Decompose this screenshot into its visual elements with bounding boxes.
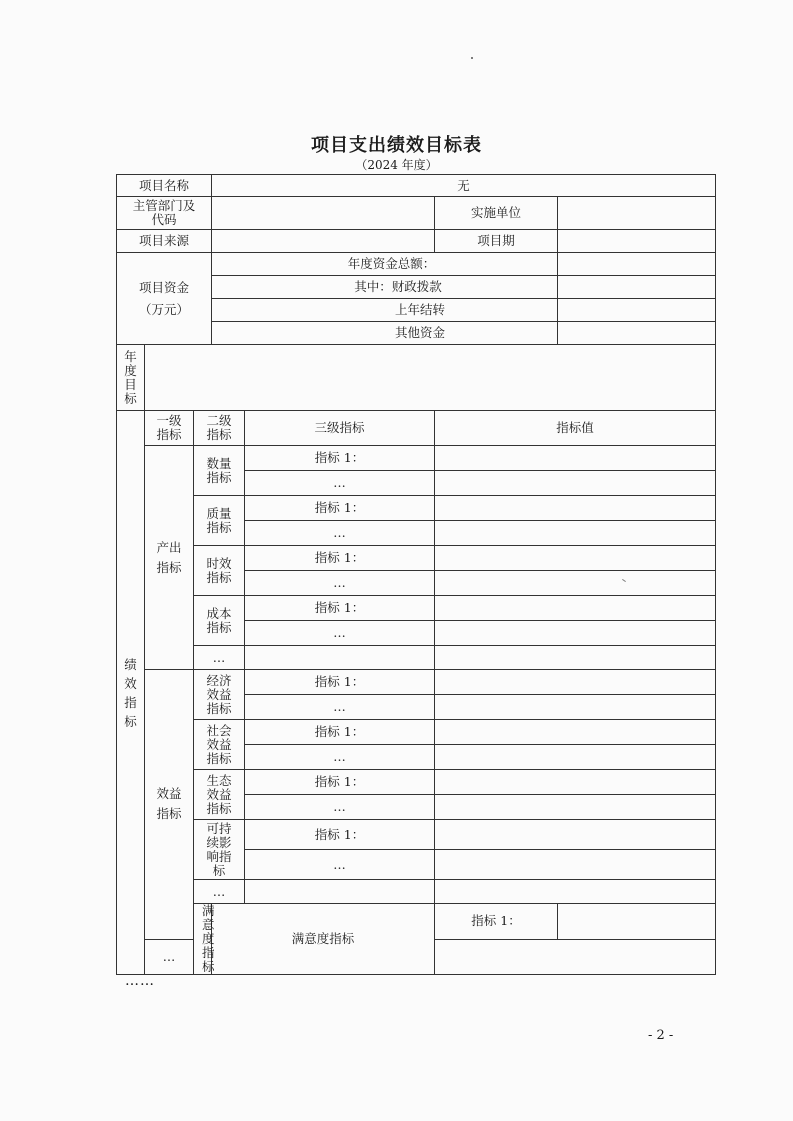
indicator-1: 指标 1： (245, 446, 435, 471)
satisfaction-label: 满意度指标 (194, 904, 212, 975)
indicator-1: 指标 1： (245, 820, 435, 850)
indicator-more: … (245, 850, 435, 880)
period-label: 项目期 (435, 230, 558, 253)
annual-goal-value[interactable] (145, 345, 716, 411)
indicator-value[interactable] (435, 446, 716, 471)
indicator-value[interactable] (435, 939, 716, 975)
dept-value[interactable] (212, 197, 435, 230)
indicator-value[interactable] (435, 471, 716, 496)
indicator-more: … (245, 521, 435, 546)
funds-other-label: 其他资金 (212, 322, 558, 345)
output-label: 产出指标 (145, 446, 194, 670)
funds-fiscal-value[interactable] (558, 276, 716, 299)
level2-more: … (194, 646, 245, 670)
indicator-value[interactable] (435, 880, 716, 904)
impl-unit-value[interactable] (558, 197, 716, 230)
header-level2: 二级指标 (194, 411, 245, 446)
sustainable-label: 可持续影响指标 (194, 820, 245, 880)
indicator-1: 指标 1： (245, 596, 435, 621)
indicator-1: 指标 1： (245, 496, 435, 521)
funds-carryover-value[interactable] (558, 299, 716, 322)
header-level1: 一级指标 (145, 411, 194, 446)
indicator-value[interactable] (435, 646, 716, 670)
quality-label: 质量指标 (194, 496, 245, 546)
indicator-value[interactable] (435, 770, 716, 795)
dept-label: 主管部门及代码 (117, 197, 212, 230)
indicator-empty[interactable] (245, 646, 435, 670)
timeliness-label: 时效指标 (194, 546, 245, 596)
indicator-more: … (245, 471, 435, 496)
scan-dot (471, 57, 473, 59)
indicator-value[interactable] (435, 546, 716, 571)
indicator-more: … (245, 621, 435, 646)
funds-fiscal-label: 其中：财政拨款 (212, 276, 558, 299)
header-value: 指标值 (435, 411, 716, 446)
indicator-value[interactable] (435, 496, 716, 521)
annual-goal-label: 年度目标 (117, 345, 145, 411)
indicator-1: 指标 1： (245, 720, 435, 745)
ecological-label: 生态效益指标 (194, 770, 245, 820)
performance-target-table (116, 174, 716, 975)
indicator-1: 指标 1： (435, 904, 558, 940)
indicator-value[interactable] (435, 745, 716, 770)
indicator-value[interactable] (435, 820, 716, 850)
source-label: 项目来源 (117, 230, 212, 253)
page-title: 项目支出绩效目标表 (311, 135, 482, 156)
indicator-more: … (145, 939, 194, 975)
indicator-value[interactable] (435, 621, 716, 646)
period-value[interactable] (558, 230, 716, 253)
perf-label: 绩效指标 (117, 411, 145, 975)
indicator-value[interactable] (435, 571, 716, 596)
indicator-1: 指标 1： (245, 770, 435, 795)
indicator-value[interactable] (435, 695, 716, 720)
indicator-more: … (245, 795, 435, 820)
header-level3: 三级指标 (245, 411, 435, 446)
indicator-more: … (245, 695, 435, 720)
indicator-value[interactable] (435, 795, 716, 820)
funds-other-value[interactable] (558, 322, 716, 345)
project-name-value[interactable]: 无 (212, 175, 716, 197)
source-value[interactable] (212, 230, 435, 253)
funds-total-value[interactable] (558, 253, 716, 276)
level2-more: … (194, 880, 245, 904)
satisfaction-sub-label: 满意度指标 (212, 904, 435, 975)
indicator-value[interactable] (435, 670, 716, 695)
footer-ellipsis: …… (125, 973, 155, 989)
indicator-value[interactable] (435, 720, 716, 745)
page-subtitle: （2024 年度） (355, 158, 438, 172)
funds-carryover-label: 上年结转 (212, 299, 558, 322)
indicator-1: 指标 1： (245, 546, 435, 571)
social-label: 社会效益指标 (194, 720, 245, 770)
indicator-more: … (245, 745, 435, 770)
page-number: - 2 - (648, 1028, 674, 1043)
indicator-1: 指标 1： (245, 670, 435, 695)
funds-total-label: 年度资金总额： (212, 253, 558, 276)
funds-label: 项目资金（万元） (117, 253, 212, 345)
indicator-value[interactable] (435, 850, 716, 880)
indicator-value[interactable] (435, 521, 716, 546)
indicator-value[interactable] (558, 904, 716, 940)
cost-label: 成本指标 (194, 596, 245, 646)
indicator-more: … (245, 571, 435, 596)
indicator-empty[interactable] (245, 880, 435, 904)
impl-unit-label: 实施单位 (435, 197, 558, 230)
quantity-label: 数量指标 (194, 446, 245, 496)
indicator-value[interactable] (435, 596, 716, 621)
benefit-label: 效益指标 (145, 670, 194, 940)
economic-label: 经济效益指标 (194, 670, 245, 720)
project-name-label: 项目名称 (117, 175, 212, 197)
